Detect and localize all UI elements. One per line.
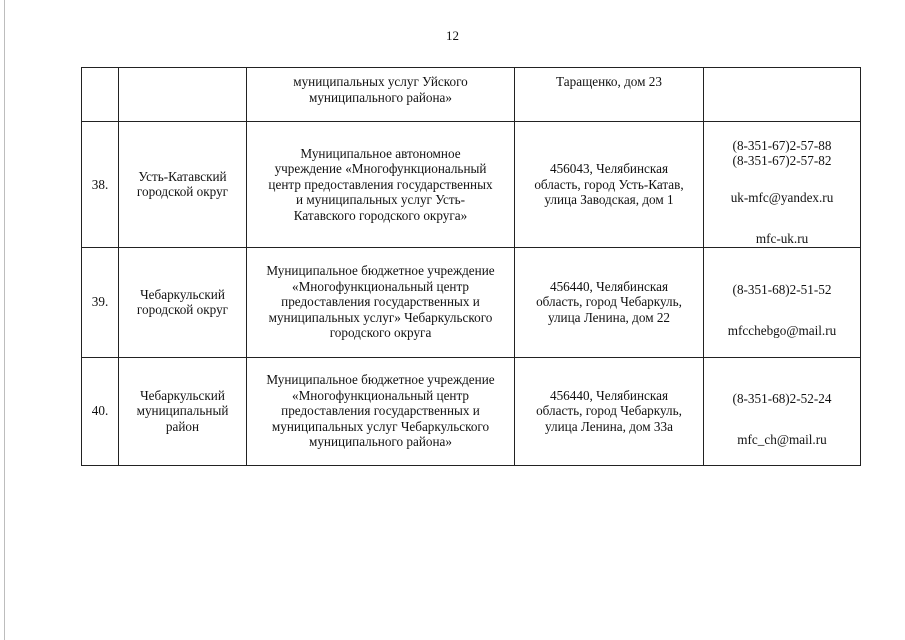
table-row-38 (82, 122, 861, 248)
cell-address: 456440, Челябинская область, город Чебаркуль, улица Ленина, дом 22 (515, 247, 704, 357)
cell-district: Чебаркульский городской округ (119, 247, 247, 357)
contact-phones: (8-351-67)2-57-88 (8-351-67)2-57-82 (732, 137, 832, 168)
table-row-40 (82, 357, 861, 465)
cell-contacts (704, 247, 861, 357)
cell-district: Чебаркульский муниципальный район (119, 357, 247, 465)
cell-contacts (704, 122, 861, 248)
page-number: 12 (446, 28, 459, 43)
table-row-39 (82, 247, 861, 357)
cell-number: 40. (82, 357, 119, 465)
cell-contacts (704, 68, 861, 122)
cell-organization: Муниципальное автономное учреждение «Многофункциональный центр предоставления государственных и муниципальных услуг Усть- Катавского городского округа» (247, 122, 515, 248)
cell-address: 456043, Челябинская область, город Усть-Катав, улица Заводская, дом 1 (515, 122, 704, 248)
cell-number: 38. (82, 122, 119, 248)
cell-organization: муниципальных услуг Уйского муниципального района» (247, 68, 515, 122)
page-edge-line (4, 0, 5, 640)
cell-contacts (704, 357, 861, 465)
contact-email: mfcchebgo@mail.ru (727, 322, 837, 338)
contact-email: uk-mfc@yandex.ru (730, 190, 834, 205)
mfc-table (81, 67, 861, 466)
cell-address: Таращенко, дом 23 (515, 68, 704, 122)
table-row-continued (82, 68, 861, 122)
cell-district: Усть-Катавский городской округ (119, 122, 247, 248)
cell-organization: Муниципальное бюджетное учреждение «Многофункциональный центр предоставления государственных и муниципальных услуг» Чебаркульского городского округа (247, 247, 515, 357)
cell-number: 39. (82, 247, 119, 357)
cell-address: 456440, Челябинская область, город Чебаркуль, улица Ленина, дом 33а (515, 357, 704, 465)
contact-email: mfc_ch@mail.ru (737, 431, 827, 447)
contact-phones: (8-351-68)2-52-24 (732, 390, 832, 406)
cell-organization: Муниципальное бюджетное учреждение «Многофункциональный центр предоставления государственных и муниципальных услуг Чебаркульского муниципального района» (247, 357, 515, 465)
cell-number (82, 68, 119, 122)
contact-website: mfc-uk.ru (755, 231, 809, 246)
contact-phones: (8-351-68)2-51-52 (732, 281, 832, 297)
cell-district (119, 68, 247, 122)
